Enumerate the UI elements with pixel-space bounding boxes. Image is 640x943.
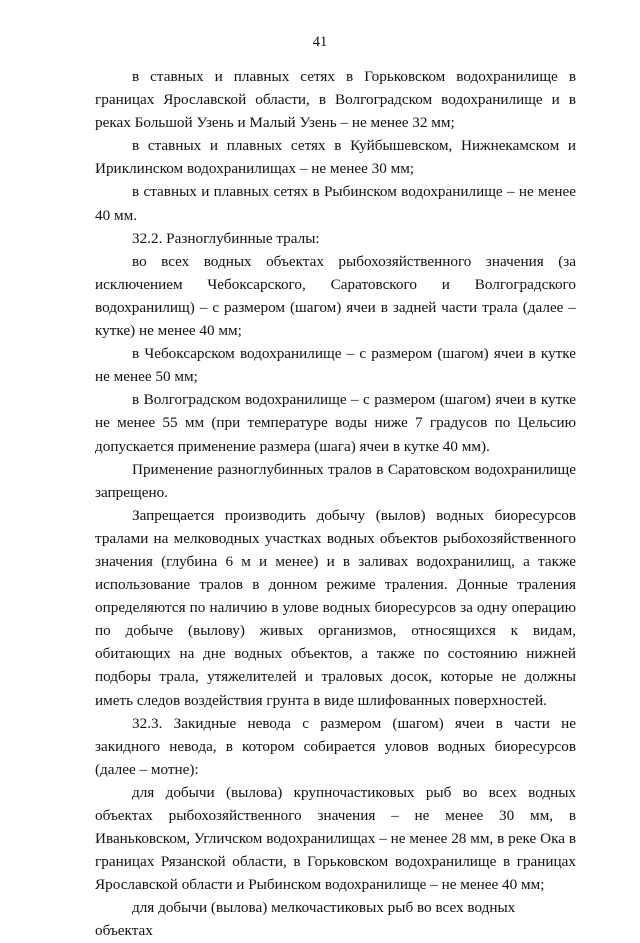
paragraph-kuibyshev-reservoir-nets: в ставных и плавных сетях в Куйбышевском, Нижнекамском и Ириклинском водохранилищах – не менее 30 мм; [95, 137, 576, 178]
document-body [95, 65, 576, 943]
paragraph-trawls-all-waters: во всех водных объектах рыбохозяйственного значения (за исключением Чебоксарского, Саратовского и Волгоградского водохранилищ) – с размером (шагом) ячеи в задней части трала (далее – кутке) не менее 40 мм; [95, 252, 576, 340]
paragraph-shallow-trawling-ban: Запрещается производить добычу (вылов) водных биоресурсов тралами на мелководных участках водных объектов рыбохозяйственного значения (глубина 6 м и менее) и в заливах водохранилищ, а также использование тралов в донном режиме траления. Донные траления определяются по наличию в улове водных биоресурсов за одну операцию по добыче (вылову) живых организмов, относящихся к видам, обитающих на дне водных объектов, а также по состоянию нижней подборы трала, утяжелителей и траловых досок, которые не должны иметь следов воздействия грунта в виде шлифованных поверхностей. [95, 506, 576, 709]
paragraph-section-32-2-heading: 32.2. Разноглубинные тралы: [132, 229, 320, 247]
paragraph-large-fish-seines: для добычи (вылова) крупночастиковых рыб во всех водных объектах рыбохозяйственного значения – не менее 30 мм, в Иваньковском, Угличском водохранилищах – не менее 28 мм, в реке Ока в границах Рязанской области, в Горьковском водохранилище в границах Ярославской области и Рыбинском водохранилище – не менее 40 мм; [95, 783, 576, 894]
paragraph-gorky-reservoir-nets: в ставных и плавных сетях в Горьковском водохранилище в границах Ярославской области, в Волгоградском водохранилище и в реках Большой Узень и Малый Узень – не менее 32 мм; [95, 68, 576, 132]
paragraph-trawls-cheboksary: в Чебоксарском водохранилище – с размером (шагом) ячеи в кутке не менее 50 мм; [95, 345, 576, 386]
page-number: 41 [312, 34, 328, 50]
paragraph-small-fish-seines: для добычи (вылова) мелкочастиковых рыб во всех водных объектах [95, 899, 516, 940]
paragraph-section-32-3-seines: 32.3. Закидные невода с размером (шагом) ячеи в части не закидного невода, в котором собирается уловов водных биоресурсов (далее – мотне): [95, 714, 576, 778]
paragraph-trawls-saratov-ban: Применение разноглубинных тралов в Саратовском водохранилище запрещено. [95, 460, 576, 501]
paragraph-trawls-volgograd: в Волгоградском водохранилище – с размером (шагом) ячеи в кутке не менее 55 мм (при температуре воды ниже 7 градусов по Цельсию допускается применение размера (шага) ячеи в кутке 40 мм). [95, 391, 576, 455]
paragraph-rybinsk-reservoir-nets: в ставных и плавных сетях в Рыбинском водохранилище – не менее 40 мм. [95, 183, 576, 224]
